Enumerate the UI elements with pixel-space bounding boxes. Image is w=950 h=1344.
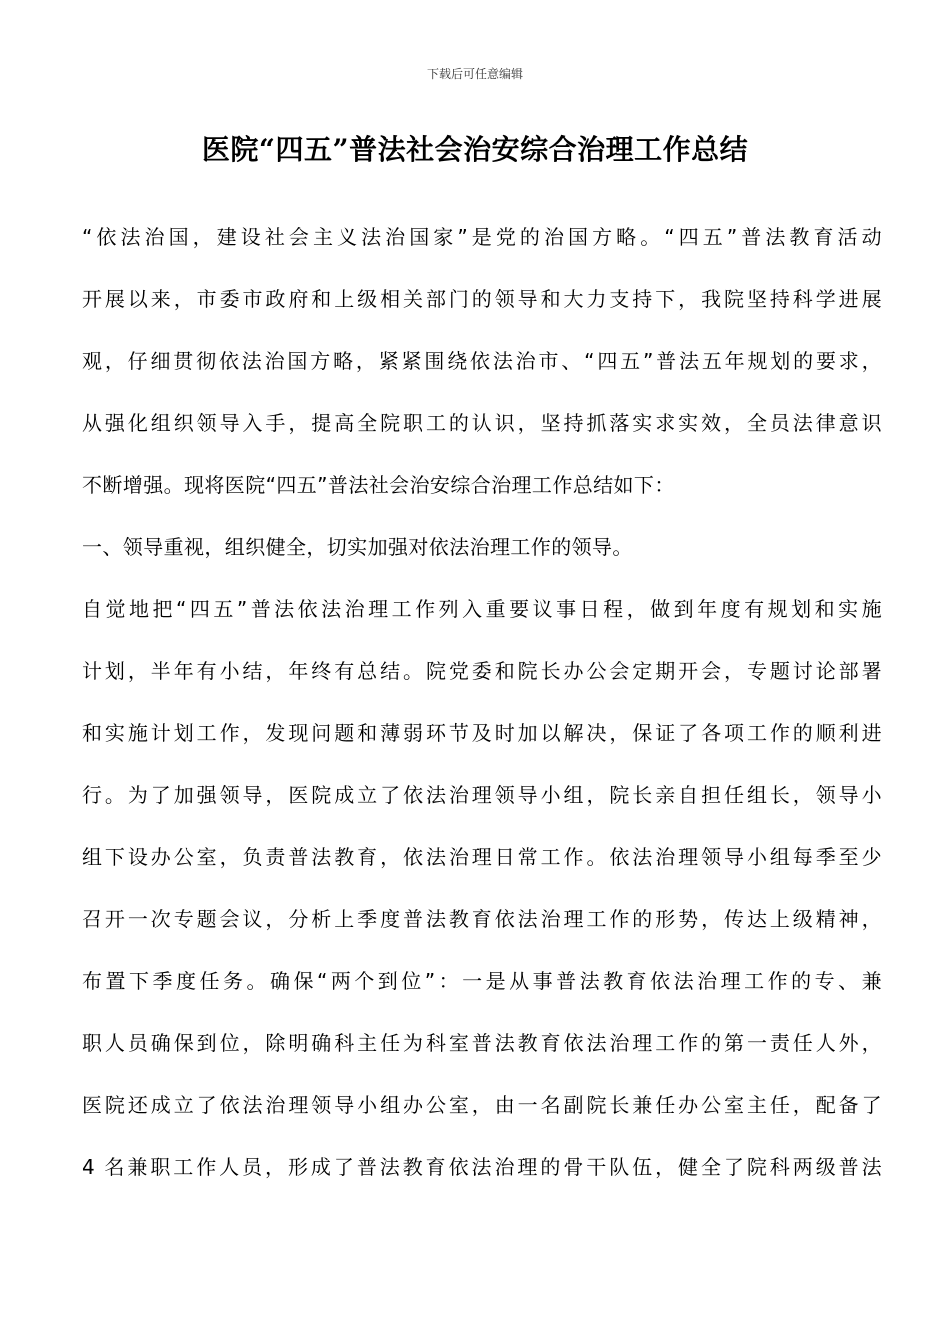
paragraph-intro	[82, 206, 882, 516]
text-line: 行。为了加强领导，医院成立了依法治理领导小组，院长亲自担任组长，领导小	[82, 783, 882, 807]
text-line: “依法治国，建设社会主义法治国家”是党的治国方略。“四五”普法教育活动	[82, 225, 882, 249]
text-line: 医院还成立了依法治理领导小组办公室，由一名副院长兼任办公室主任，配备了	[82, 1093, 882, 1117]
text-line: 不断增强。现将医院“四五”普法社会治安综合治理工作总结如下：	[82, 473, 675, 497]
text-line: 组下设办公室，负责普法教育，依法治理日常工作。依法治理领导小组每季至少	[82, 845, 882, 869]
document-title: 医院“四五”普法社会治安综合治理工作总结	[201, 133, 749, 166]
text-line: 计划，半年有小结，年终有总结。院党委和院长办公会定期开会，专题讨论部署	[82, 659, 882, 683]
text-line: 布置下季度任务。确保“两个到位”：一是从事普法教育依法治理工作的专、兼	[82, 969, 882, 993]
text-line: 召开一次专题会议，分析上季度普法教育依法治理工作的形势，传达上级精神，	[82, 907, 882, 931]
section-heading-1	[82, 516, 882, 578]
text-line: 从强化组织领导入手，提高全院职工的认识，坚持抓落实求实效，全员法律意识	[82, 411, 882, 435]
text-line: 开展以来，市委市政府和上级相关部门的领导和大力支持下，我院坚持科学进展	[82, 287, 882, 311]
text-line: 4 名兼职工作人员，形成了普法教育依法治理的骨干队伍，健全了院科两级普法	[82, 1155, 882, 1179]
text-line: 和实施计划工作，发现问题和薄弱环节及时加以解决，保证了各项工作的顺利进	[82, 721, 882, 745]
text-line: 自觉地把“四五”普法依法治理工作列入重要议事日程，做到年度有规划和实施	[82, 597, 882, 621]
text-line: 一、领导重视，组织健全，切实加强对依法治理工作的领导。	[82, 535, 633, 559]
text-line: 观，仔细贯彻依法治国方略，紧紧围绕依法治市、“四五”普法五年规划的要求，	[82, 349, 882, 373]
document-body	[82, 206, 882, 1198]
text-line: 职人员确保到位，除明确科主任为科室普法教育依法治理工作的第一责任人外，	[82, 1031, 882, 1055]
paragraph-section-1	[82, 578, 882, 1198]
header-note: 下载后可任意编辑	[426, 67, 523, 81]
